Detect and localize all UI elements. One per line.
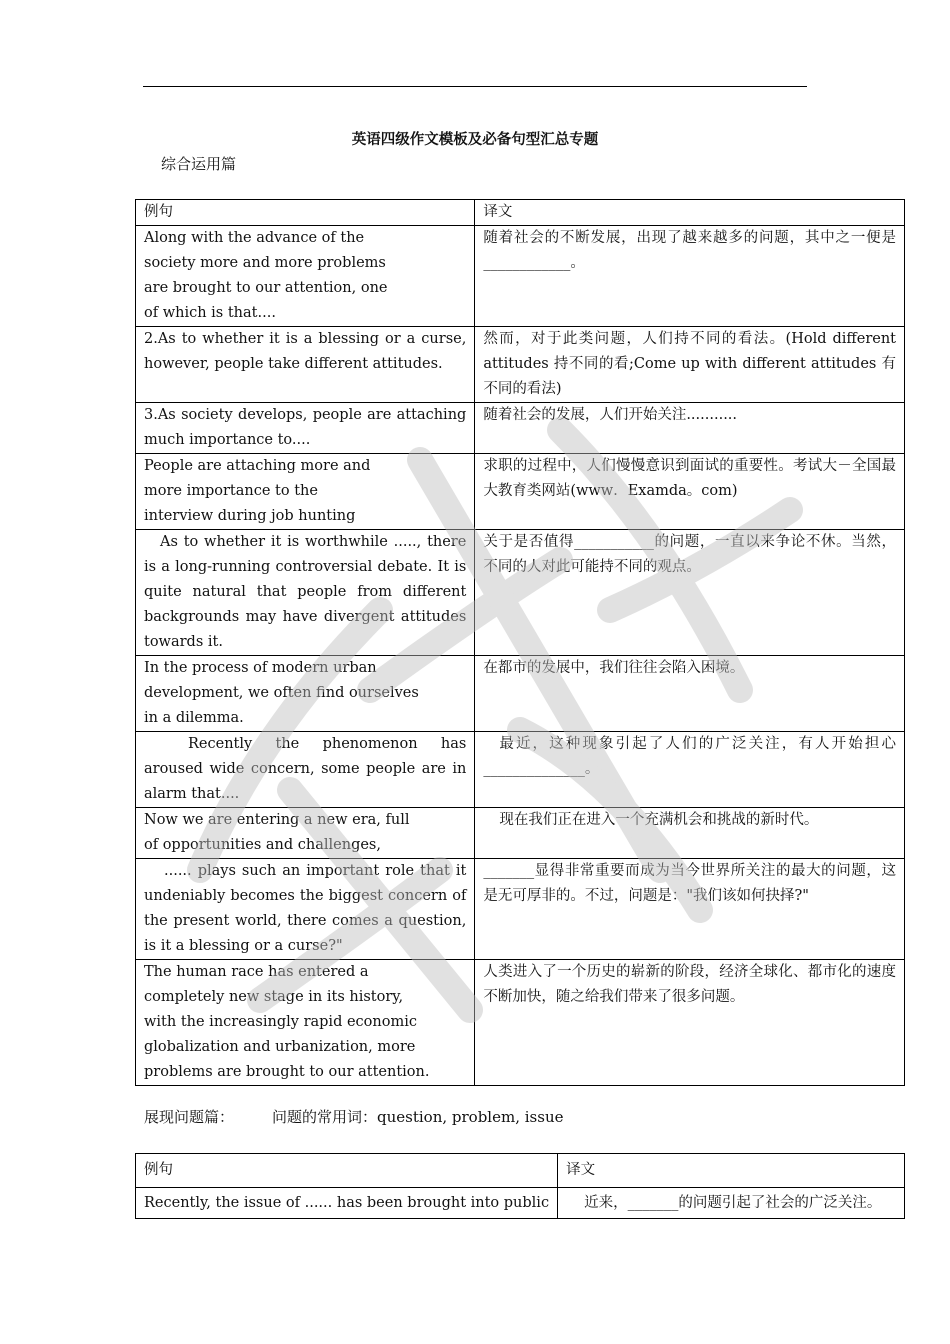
translation-cell bbox=[558, 1188, 905, 1219]
table-header-row bbox=[136, 1154, 905, 1188]
page-title: 英语四级作文模板及必备句型汇总专题 bbox=[351, 131, 599, 148]
example-cell bbox=[136, 327, 475, 403]
translation-cell: 随着社会的不断发展，出现了越来越多的问题，其中之一便是____________。 bbox=[475, 226, 905, 327]
example-text: ...... plays such an important role that it undeniably becomes the biggest concern of the present world, there comes a question, is it a blessing or a curse?" bbox=[144, 863, 467, 954]
example-cell bbox=[136, 454, 475, 530]
translation-cell: 关于是否值得___________的问题，一直以来争论不休。当然，不同的人对此可能持不同的观点。 bbox=[475, 530, 905, 656]
table-row bbox=[136, 859, 905, 960]
translation-text: 近来，_______的问题引起了社会的广泛关注。 bbox=[584, 1194, 882, 1211]
example-cell bbox=[136, 530, 475, 656]
example-cell bbox=[136, 808, 475, 859]
translation-text: 最近，这种现象引起了人们的广泛关注，有人开始担心______________。 bbox=[483, 736, 896, 777]
section1-label: 综合运用篇 bbox=[161, 155, 237, 173]
example-text: As to whether it is worthwhile ....., there is a long-running controversial debate. It is quite natural that people from different backgrounds may have divergent attitudes towards it. bbox=[144, 534, 467, 650]
example-text: In the process of modern urban development, we often find ourselves in a dilemma. bbox=[144, 660, 419, 726]
example-text: Recently the phenomenon has aroused wide concern, some people are in alarm that.... bbox=[144, 736, 467, 802]
translation-cell: 人类进入了一个历史的崭新的阶段，经济全球化、都市化的速度不断加快，随之给我们带来了很多问题。 bbox=[475, 960, 905, 1086]
table-row bbox=[136, 732, 905, 808]
example-cell bbox=[136, 960, 475, 1086]
table-row bbox=[136, 808, 905, 859]
table-row bbox=[136, 226, 905, 327]
example-text: Now we are entering a new era, full of opportunities and challenges, bbox=[144, 812, 410, 853]
translation-cell: 求职的过程中，人们慢慢意识到面试的重要性。考试大－全国最大教育类网站(www．Examda。com) bbox=[475, 454, 905, 530]
example-cell bbox=[136, 859, 475, 960]
column-header-example: 例句 bbox=[136, 1154, 558, 1188]
table-row bbox=[136, 327, 905, 403]
example-cell bbox=[136, 732, 475, 808]
section2-heading bbox=[144, 1106, 563, 1127]
sentence-table-1 bbox=[135, 199, 905, 1086]
translation-cell: _______显得非常重要而成为当今世界所关注的最大的问题，这是无可厚非的。不过，问题是："我们该如何抉择?" bbox=[475, 859, 905, 960]
table-row bbox=[136, 530, 905, 656]
column-header-example: 例句 bbox=[136, 200, 475, 226]
column-header-translation: 译文 bbox=[558, 1154, 905, 1188]
table-row bbox=[136, 454, 905, 530]
translation-cell: 然而，对于此类问题，人们持不同的看法。(Hold different attitudes 持不同的看;Come up with different attitudes 有不同的看法) bbox=[475, 327, 905, 403]
example-cell bbox=[136, 226, 475, 327]
column-header-translation: 译文 bbox=[475, 200, 905, 226]
translation-cell: 随着社会的发展，人们开始关注........... bbox=[475, 403, 905, 454]
example-cell: 3.As society develops, people are attaching much importance to.... bbox=[136, 403, 475, 454]
example-cell: Recently, the issue of ...... has been brought into public bbox=[136, 1188, 558, 1219]
example-text: The human race has entered a completely new stage in its history, with the increasingly rapid economic globalization and urbanization, more problems are brought to our attention. bbox=[144, 964, 430, 1080]
example-text: People are attaching more and more importance to the interview during job hunting bbox=[144, 458, 371, 524]
section2-label: 展现问题篇： bbox=[144, 1108, 235, 1126]
example-text: Along with the advance of the society more and more problems are brought to our attention, one of which is that.... bbox=[144, 230, 388, 321]
common-words: 问题的常用词：question, problem, issue bbox=[272, 1108, 564, 1126]
example-text: 2.As to whether it is a blessing or a curse, however, people take different attitudes. bbox=[144, 331, 467, 372]
table-row bbox=[136, 403, 905, 454]
header-rule bbox=[143, 86, 807, 87]
table-row bbox=[136, 656, 905, 732]
sentence-table-2 bbox=[135, 1153, 905, 1219]
translation-text: 现在我们正在进入一个充满机会和挑战的新时代。 bbox=[499, 812, 819, 828]
translation-cell bbox=[475, 732, 905, 808]
table-row bbox=[136, 960, 905, 1086]
table-row bbox=[136, 1188, 905, 1219]
translation-cell bbox=[475, 808, 905, 859]
translation-cell: 在都市的发展中，我们往往会陷入困境。 bbox=[475, 656, 905, 732]
example-cell bbox=[136, 656, 475, 732]
table-header-row bbox=[136, 200, 905, 226]
